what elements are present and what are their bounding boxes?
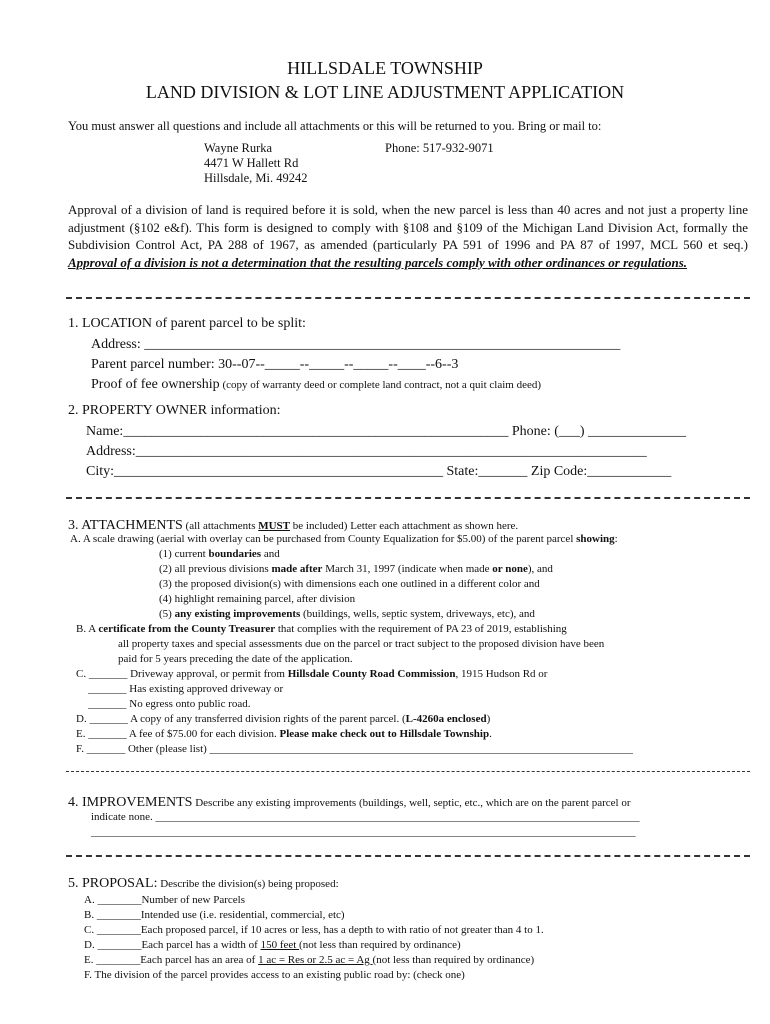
improvements-field-line1[interactable]: indicate none. ________________________________________________________________________________________	[91, 811, 640, 823]
section-5-title: 5. PROPOSAL: Describe the division(s) being proposed:	[68, 876, 339, 891]
improvements-field-line2[interactable]: ___________________________________________________________________________________________________	[91, 826, 636, 838]
attachment-b: B. A certificate from the County Treasurer that complies with the requirement of PA 23 of 2019, establishing	[76, 623, 567, 635]
owner-address-field[interactable]: Address:_________________________________________________________________________	[86, 444, 647, 459]
section-divider	[66, 297, 750, 299]
mail-name: Wayne Rurka	[204, 141, 273, 155]
intro-text: You must answer all questions and include all attachments or this will be returned to you. Bring or mail to:	[68, 119, 602, 133]
approval-text: Approval of a division of land is required before it is sold, when the new parcel is less than 40 acres and not just a property line adjustment (§102 e&f). This form is designed to comply with §108 and §109 of the Michigan Land Division Act, formally the Subdivision Control Act, PA 288 of 1967, as amended (particularly PA 591 of 1996 and PA 87 of 1997, MCL 560 et seq.)	[68, 202, 748, 252]
attachment-e[interactable]: E. _______ A fee of $75.00 for each division. Please make check out to Hillsdale Township.	[76, 728, 492, 740]
proof-of-ownership	[91, 375, 541, 393]
proposal-intended-use[interactable]: B. ________Intended use (i.e. residential, commercial, etc)	[84, 909, 345, 921]
proposal-number-of-parcels[interactable]: A. ________Number of new Parcels	[84, 894, 245, 906]
attachment-f[interactable]: F. _______ Other (please list) _____________________________________________________________________________	[76, 743, 634, 755]
mail-city: Hillsdale, Mi. 49242	[204, 171, 308, 185]
attachment-a: A. A scale drawing (aerial with overlay can be purchased from County Equalization for $5.00) of the parent parcel showing:	[70, 533, 618, 545]
mail-street: 4471 W Hallett Rd	[204, 156, 299, 170]
section-4-title: 4. IMPROVEMENTS Describe any existing improvements (buildings, well, septic, etc., which are on the parent parcel or	[68, 795, 631, 810]
owner-city-state-zip-field[interactable]: City:_______________________________________________ State:_______ Zip Code:____________	[86, 464, 672, 479]
parent-parcel-number-field[interactable]: Parent parcel number: 30--07--_____--_____--_____--____--6--3	[91, 357, 459, 372]
owner-name-phone-field[interactable]: Name:_______________________________________________________ Phone: (___) ______________	[86, 424, 687, 439]
proof-label: Proof of fee ownership	[91, 377, 220, 392]
proposal-parcel-area[interactable]: E. ________Each parcel has an area of 1 ac = Res or 2.5 ac = Ag (not less than required by ordinance)	[84, 954, 535, 966]
section-1-title: 1. LOCATION of parent parcel to be split:	[68, 316, 306, 331]
location-address-field[interactable]: Address: ____________________________________________________________________	[91, 337, 621, 352]
section-divider	[66, 497, 750, 499]
attachment-b-line3: paid for 5 years preceding the date of the application.	[118, 653, 353, 665]
proposal-road-access: F. The division of the parcel provides access to an existing public road by: (check one)	[84, 969, 465, 981]
attachment-a2: (2) all previous divisions made after March 31, 1997 (indicate when made or none), and	[159, 563, 553, 575]
approval-paragraph	[68, 201, 748, 271]
section-divider	[66, 855, 750, 857]
attachment-d[interactable]: D. _______ A copy of any transferred division rights of the parent parcel. (L-4260a enclosed)	[76, 713, 491, 725]
attachment-c-existing[interactable]: _______ Has existing approved driveway or	[88, 683, 284, 695]
attachment-c[interactable]: C. _______ Driveway approval, or permit from Hillsdale County Road Commission, 1915 Hudson Rd or	[76, 668, 548, 680]
attachment-a4: (4) highlight remaining parcel, after division	[159, 593, 356, 605]
form-title: HILLSDALE TOWNSHIP	[287, 58, 483, 78]
proposal-depth-ratio[interactable]: C. ________Each proposed parcel, if 10 acres or less, has a depth to with ratio of not greater than 4 to 1.	[84, 924, 544, 936]
attachment-a5: (5) any existing improvements (buildings, wells, septic system, driveways, etc), and	[159, 608, 535, 620]
section-divider	[66, 771, 750, 772]
attachment-c-no-egress[interactable]: _______ No egress onto public road.	[88, 698, 251, 710]
proof-note: (copy of warranty deed or complete land contract, not a quit claim deed)	[219, 379, 542, 391]
attachment-b-line2: all property taxes and special assessments due on the parcel or tract subject to the proposed division have been	[118, 638, 605, 650]
attachment-a3: (3) the proposed division(s) with dimensions each one outlined in a different color and	[159, 578, 540, 590]
form-subtitle: LAND DIVISION & LOT LINE ADJUSTMENT APPLICATION	[145, 82, 625, 102]
proposal-parcel-width[interactable]: D. ________Each parcel has a width of 150 feet (not less than required by ordinance)	[84, 939, 461, 951]
section-3-title: 3. ATTACHMENTS (all attachments MUST be included) Letter each attachment as shown here.	[68, 518, 519, 533]
section-2-title: 2. PROPERTY OWNER information:	[68, 403, 281, 418]
approval-emphasis: Approval of a division is not a determination that the resulting parcels comply with other ordinances or regulations.	[68, 254, 688, 270]
attachment-a1: (1) current boundaries and	[159, 548, 280, 560]
mail-phone: Phone: 517-932-9071	[385, 141, 494, 155]
